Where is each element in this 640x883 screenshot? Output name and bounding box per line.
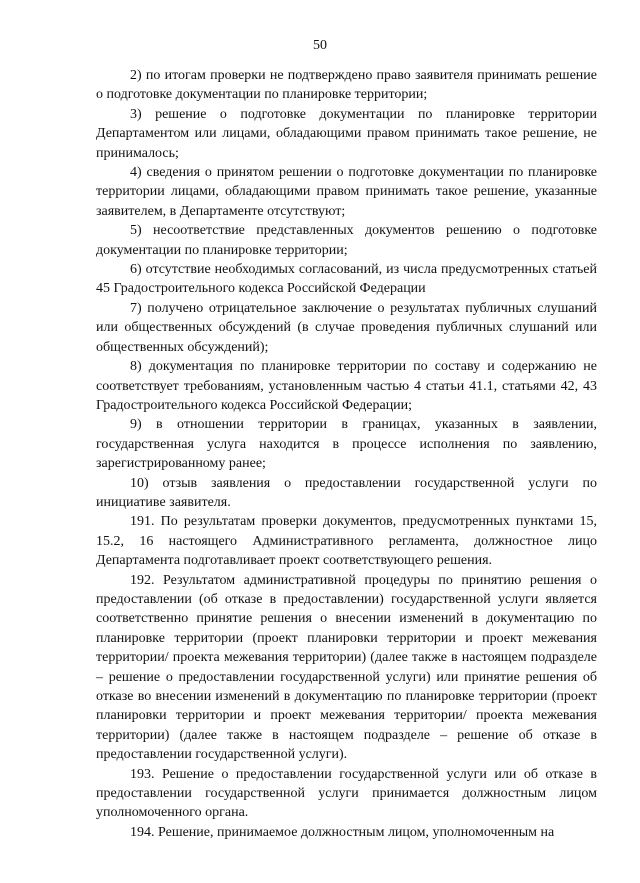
paragraph: 193. Решение о предоставлении государственной услуги или об отказе в предоставлении государственной услуги принимается должностным лицом уполномоченного органа. xyxy=(96,766,597,821)
paragraph: 194. Решение, принимаемое должностным лицом, уполномоченным на xyxy=(130,824,555,840)
paragraph: 192. Результатом административной процедуры по принятию решения о предоставлении (об отказе в предоставлении) государственной услуги является соответственно принятие решения о внесении изменений в документацию по планировке территории (проект планировки территории и проект межевания территории/ проекта межевания территории) (далее также в настоящем подразделе – решение о предоставлении государственной услуги) или принятие решения об отказе во внесении изменений в документацию по планировке территории (проект планировки территории и проект межевания территории/ проекта межевания территории) (далее также в настоящем подразделе – решение об отказе в предоставлении государственной услуги). xyxy=(96,572,597,763)
paragraph: 3) решение о подготовке документации по планировке территории Департаментом или лицами, обладающими правом принимать такое решение, не принималось; xyxy=(96,106,597,161)
paragraph: 2) по итогам проверки не подтверждено право заявителя принимать решение о подготовке документации по планировке территории; xyxy=(96,68,597,103)
document-body xyxy=(96,66,597,842)
paragraph: 6) отсутствие необходимых согласований, из числа предусмотренных статьей 45 Градостроительного кодекса Российской Федерации xyxy=(96,262,597,297)
paragraph: 9) в отношении территории в границах, указанных в заявлении, государственная услуга находится в процессе исполнения по заявлению, зарегистрированному ранее; xyxy=(96,417,597,472)
paragraph: 7) получено отрицательное заключение о результатах публичных слушаний или общественных обсуждений (в случае проведения публичных слушаний или общественных обсуждений); xyxy=(96,300,597,355)
paragraph: 4) сведения о принятом решении о подготовке документации по планировке территории лицами, обладающими правом принимать такое решение, указанные заявителем, в Департаменте отсутствуют; xyxy=(96,165,597,219)
page-number: 50 xyxy=(313,38,327,53)
paragraph: 8) документация по планировке территории по составу и содержанию не соответствует требованиям, установленным частью 4 статьи 41.1, статьями 42, 43 Градостроительного кодекса Российской Федерации; xyxy=(96,359,597,413)
paragraph: 5) несоответствие представленных документов решению о подготовке документации по планировке территории; xyxy=(96,223,597,258)
paragraph: 191. По результатам проверки документов, предусмотренных пунктами 15, 15.2, 16 настоящего Административного регламента, должностное лицо Департамента подготавливает проект соответствующего решения. xyxy=(96,514,597,569)
paragraph: 10) отзыв заявления о предоставлении государственной услуги по инициативе заявителя. xyxy=(96,475,597,510)
